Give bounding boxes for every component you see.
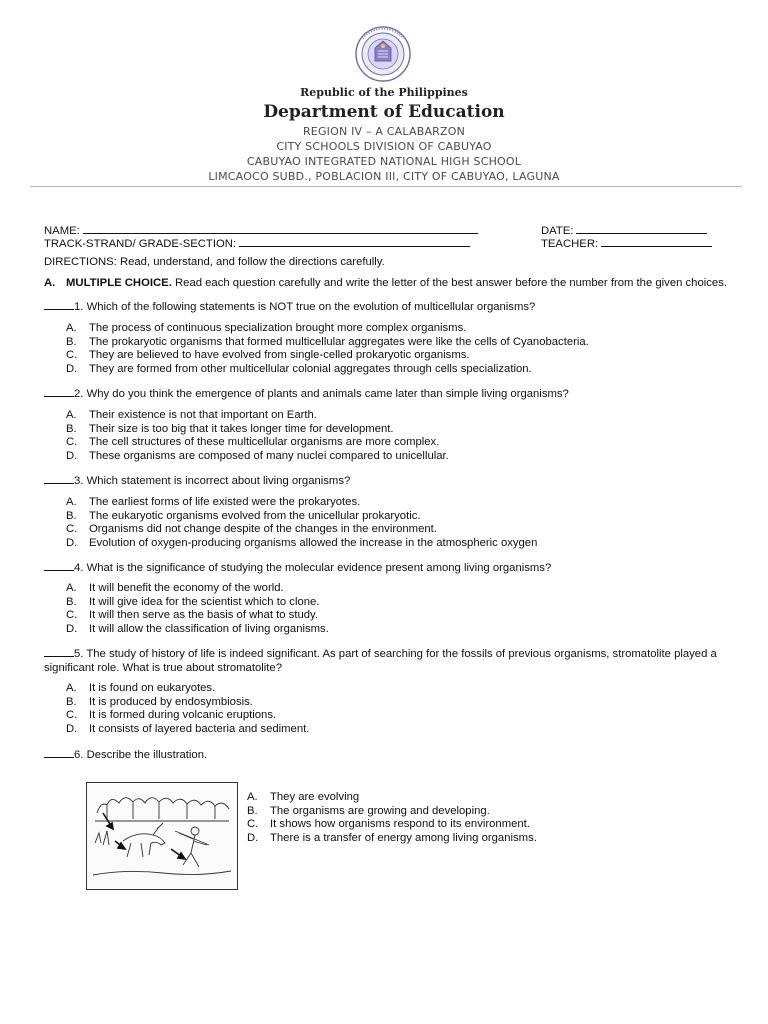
- question-2: [44, 386, 734, 401]
- choice-item: C. They are believed to have evolved from single-celled prokaryotic organisms.: [66, 349, 470, 362]
- name-label: NAME:: [44, 225, 80, 237]
- choices-3: [66, 496, 537, 551]
- track-label: TRACK-STRAND/ GRADE-SECTION:: [44, 238, 237, 250]
- date-label: DATE:: [541, 225, 574, 237]
- choice-item: B. The prokaryotic organisms that formed multicellular aggregates were like the cells of Cyanobacteria.: [66, 335, 589, 348]
- answer-blank[interactable]: [44, 299, 74, 310]
- question-number: 6.: [74, 749, 84, 761]
- choice-item: B. The eukaryotic organisms evolved from the unicellular prokaryotic.: [66, 509, 421, 522]
- question-text: Describe the illustration.: [86, 749, 208, 761]
- answer-blank[interactable]: [44, 473, 74, 484]
- teacher-field: [541, 235, 712, 250]
- choice-item: D. These organisms are composed of many nuclei compared to unicellular.: [66, 450, 449, 463]
- choice-item: D. It will allow the classification of living organisms.: [66, 623, 329, 636]
- choice-item: A. The earliest forms of life existed were the prokaryotes.: [66, 496, 361, 508]
- choice-item: C. Organisms did not change despite of the changes in the environment.: [66, 523, 437, 536]
- answer-blank[interactable]: [44, 646, 74, 657]
- question-number: 4.: [74, 562, 84, 574]
- question-4: [44, 560, 734, 575]
- teacher-blank[interactable]: [601, 235, 712, 247]
- track-blank[interactable]: [239, 235, 470, 247]
- question-text: The study of history of life is indeed significant. As part of searching for the fossils of previous organisms, stromatolite played a significant role. What is true about stromatolite?: [44, 648, 717, 674]
- choice-item: A. It is found on eukaryotes.: [66, 682, 216, 694]
- track-field: [44, 235, 470, 250]
- question-text: Why do you think the emergence of plants and animals came later than simple living organisms?: [86, 388, 569, 400]
- question-6: [44, 747, 734, 762]
- food-chain-illustration: [86, 782, 238, 890]
- section-letter: A.: [44, 277, 56, 289]
- choice-item: A. It will benefit the economy of the world.: [66, 582, 284, 594]
- question-text: What is the significance of studying the molecular evidence present among living organisms?: [86, 562, 552, 574]
- deped-seal-logo: [349, 26, 417, 82]
- choices-4: [66, 582, 329, 637]
- choice-item: D. It consists of layered bacteria and sediment.: [66, 723, 310, 736]
- address-line: LIMCAOCO SUBD., POBLACION III, CITY OF CABUYAO, LAGUNA: [208, 170, 560, 183]
- choice-item: C. It will then serve as the basis of what to study.: [66, 609, 318, 622]
- question-text: Which of the following statements is NOT true on the evolution of multicellular organisms?: [86, 301, 536, 313]
- choice-item: B. It is produced by endosymbiosis.: [66, 695, 253, 708]
- teacher-label: TEACHER:: [541, 238, 599, 250]
- department-title: Department of Education: [263, 102, 505, 122]
- header-divider: [30, 186, 742, 187]
- choice-item: B. It will give idea for the scientist which to clone.: [66, 595, 320, 608]
- region-line: REGION IV – A CALABARZON: [302, 125, 466, 138]
- choice-item: C. It is formed during volcanic eruptions.: [66, 709, 277, 722]
- choices-1: [66, 322, 589, 377]
- question-number: 3.: [74, 475, 84, 487]
- answer-blank[interactable]: [44, 747, 74, 758]
- division-line: CITY SCHOOLS DIVISION OF CABUYAO: [276, 140, 492, 153]
- choice-item: A. They are evolving: [247, 791, 360, 803]
- republic-line: Republic of the Philippines: [300, 86, 468, 99]
- question-1: [44, 299, 734, 314]
- choices-5: [66, 682, 309, 737]
- choice-item: C. It shows how organisms respond to its environment.: [247, 818, 530, 831]
- question-number: 1.: [74, 301, 84, 313]
- choice-item: D. There is a transfer of energy among living organisms.: [247, 832, 537, 845]
- question-number: 5.: [74, 648, 84, 660]
- choice-item: C. The cell structures of these multicellular organisms are more complex.: [66, 436, 440, 449]
- choice-item: B. Their size is too big that it takes longer time for development.: [66, 422, 394, 435]
- question-number: 2.: [74, 388, 84, 400]
- choices-6: [247, 791, 537, 846]
- section-instruction: [44, 277, 727, 289]
- section-title: MULTIPLE CHOICE.: [66, 277, 172, 289]
- choice-item: B. The organisms are growing and developing.: [247, 804, 490, 817]
- question-5: [44, 646, 734, 675]
- school-line: CABUYAO INTEGRATED NATIONAL HIGH SCHOOL: [246, 155, 522, 168]
- question-text: Which statement is incorrect about living organisms?: [86, 475, 351, 487]
- choice-item: D. They are formed from other multicellular colonial aggregates through cells specialization.: [66, 363, 532, 376]
- date-blank[interactable]: [576, 222, 707, 234]
- name-blank[interactable]: [83, 222, 478, 234]
- answer-blank[interactable]: [44, 386, 74, 397]
- choice-item: D. Evolution of oxygen-producing organisms allowed the increase in the atmospheric oxygen: [66, 537, 538, 550]
- directions: DIRECTIONS: Read, understand, and follow the directions carefully.: [44, 256, 385, 268]
- choice-item: A. Their existence is not that important on Earth.: [66, 409, 317, 421]
- answer-blank[interactable]: [44, 560, 74, 571]
- choices-2: [66, 409, 449, 464]
- choice-item: A. The process of continuous specialization brought more complex organisms.: [66, 322, 467, 334]
- section-text: Read each question carefully and write the letter of the best answer before the number from the given choices.: [175, 277, 727, 289]
- question-3: [44, 473, 734, 488]
